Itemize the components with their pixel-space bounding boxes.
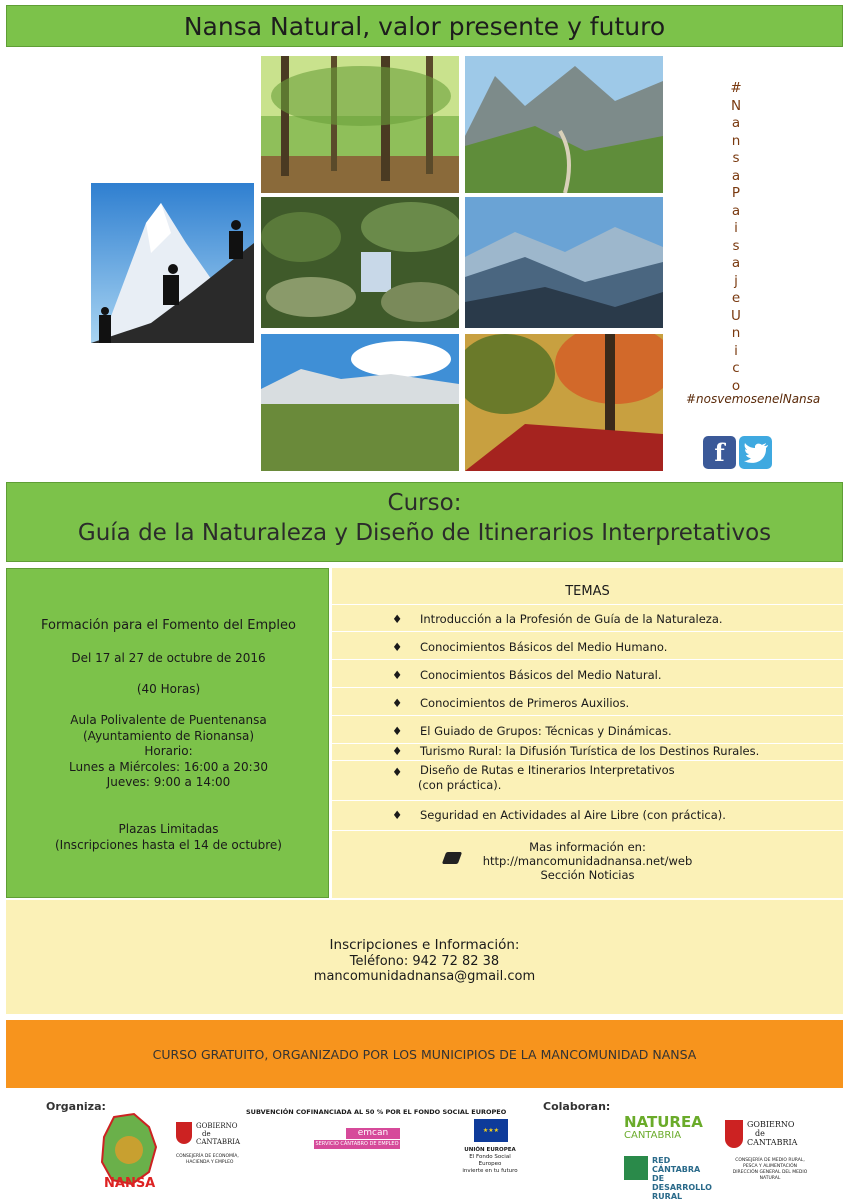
course-title: Guía de la Naturaleza y Diseño de Itinerarios Interpretativos — [77, 520, 772, 546]
eu-flag-icon: ★★★ — [474, 1119, 508, 1142]
course-dates: Del 17 al 27 de octubre de 2016 — [71, 651, 266, 665]
website-link[interactable]: http://mancomunidadnansa.net/web — [482, 854, 693, 868]
meadow-photo — [261, 334, 459, 471]
course-label: Curso: — [387, 490, 462, 516]
union-europea-logo: ★★★ UNIÓN EUROPEA El Fondo Social Europeo invierte en tu futuro — [460, 1119, 520, 1175]
organiza-label: Organiza: — [46, 1100, 106, 1113]
course-header — [6, 482, 843, 562]
venue-council: (Ayuntamiento de Rionansa) — [83, 729, 254, 743]
vertical-hashtag — [726, 80, 746, 395]
topics-heading: TEMAS — [332, 568, 843, 605]
naturea-logo: NATUREA CANTABRIA — [624, 1113, 703, 1141]
hashtag-letter: i — [734, 342, 738, 359]
schedule-thursday: Jueves: 9:00 a 14:00 — [106, 775, 231, 789]
topic-item: ♦ Conocimientos Básicos del Medio Natural. — [332, 660, 843, 688]
hashtag-letter: a — [731, 115, 741, 131]
topic-item: ♦ Diseño de Rutas e Itinerarios Interpretativos (con práctica). — [332, 761, 843, 801]
facebook-icon[interactable]: f — [703, 436, 736, 469]
forest-photo — [261, 56, 459, 193]
hashtag-letter: e — [731, 290, 741, 306]
coat-of-arms-icon — [176, 1122, 192, 1144]
hashtag-letter: s — [732, 237, 740, 254]
hashtag-letter: j — [734, 272, 738, 289]
topic-item: ♦ Seguridad en Actividades al Aire Libre (con práctica). — [332, 801, 843, 831]
secondary-hashtag: #nosvemosenelNansa — [686, 392, 821, 406]
free-course-banner: CURSO GRATUITO, ORGANIZADO POR LOS MUNICIPIOS DE LA MANCOMUNIDAD NANSA — [6, 1020, 843, 1088]
hashtag-letter: o — [731, 377, 741, 394]
news-section: Sección Noticias — [540, 868, 635, 882]
autumn-path-photo — [465, 334, 663, 471]
registration-panel — [6, 900, 843, 1014]
phone-number: Teléfono: 942 72 82 38 — [349, 954, 500, 969]
limited-places: Plazas Limitadas — [118, 822, 219, 836]
river-rocks-photo — [261, 197, 459, 328]
red-cantabra-logo: RED CÁNTABRA DE DESARROLLO RURAL — [624, 1156, 719, 1186]
topic-item: ♦ El Guiado de Grupos: Técnicas y Dinámicas. — [332, 716, 843, 744]
colaboran-label: Colaboran: — [543, 1100, 611, 1113]
hashtag-letter: c — [732, 360, 740, 376]
mancomunidad-nansa-logo: NANSA — [94, 1112, 164, 1194]
topic-item: ♦ Conocimientos de Primeros Auxilios. — [332, 688, 843, 716]
hashtag-letter: i — [734, 220, 738, 236]
climbers-photo — [91, 183, 254, 343]
hashtag-letter: a — [731, 202, 741, 219]
hashtag-letter: a — [731, 255, 741, 271]
hashtag-letter: a — [731, 167, 741, 184]
mountain-valley-photo — [465, 56, 663, 193]
twitter-icon[interactable] — [739, 436, 772, 469]
registration-deadline: (Inscripciones hasta el 14 de octubre) — [54, 838, 282, 852]
course-info-panel — [6, 568, 329, 898]
hashtag-letter: n — [731, 325, 741, 341]
hashtag-letter: n — [731, 132, 741, 149]
hashtag-letter: U — [731, 307, 741, 324]
hashtag-letter: # — [730, 80, 742, 96]
registration-heading: Inscripciones e Información: — [329, 937, 520, 953]
topics-panel — [332, 568, 843, 898]
venue-name: Aula Polivalente de Puentenansa — [70, 713, 267, 727]
gobierno-cantabria-logo: GOBIERNO de CANTABRIA CONSEJERÍA DE ECONOMÍA, HACIENDA Y EMPLEO — [176, 1122, 241, 1165]
schedule-label: Horario: — [144, 744, 193, 758]
training-heading: Formación para el Fomento del Empleo — [41, 618, 296, 633]
misty-mountains-photo — [465, 197, 663, 328]
topic-item: ♦ Turismo Rural: la Difusión Turística de los Destinos Rurales. — [332, 744, 843, 761]
contact-email[interactable]: mancomunidadnansa@gmail.com — [313, 969, 536, 984]
rural-network-icon — [624, 1156, 648, 1180]
coat-of-arms-icon — [725, 1120, 743, 1148]
page-title: Nansa Natural, valor presente y futuro — [6, 5, 843, 47]
course-hours: (40 Horas) — [136, 682, 201, 696]
more-info-label: Mas información en: — [529, 840, 646, 854]
topic-item: ♦ Conocimientos Básicos del Medio Humano. — [332, 632, 843, 660]
gobierno-cantabria-medio-rural-logo: GOBIERNO de CANTABRIA CONSEJERÍA DE MEDIO RURAL, PESCA Y ALIMENTACIÓN DIRECCIÓN GENERAL DEL MEDIO NATURAL — [725, 1120, 815, 1180]
emcan-logo: emcan SERVICIO CÁNTABRO DE EMPLEO — [315, 1128, 399, 1147]
topic-item: ♦ Introducción a la Profesión de Guía de la Naturaleza. — [332, 604, 843, 632]
hashtag-letter: P — [731, 185, 741, 201]
hashtag-letter: N — [730, 97, 742, 114]
hashtag-letter: s — [732, 150, 740, 166]
subsidy-note: SUBVENCIÓN COFINANCIADA AL 50 % POR EL FONDO SOCIAL EUROPEO — [246, 1108, 507, 1116]
schedule-weekdays: Lunes a Miércoles: 16:00 a 20:30 — [69, 760, 268, 774]
